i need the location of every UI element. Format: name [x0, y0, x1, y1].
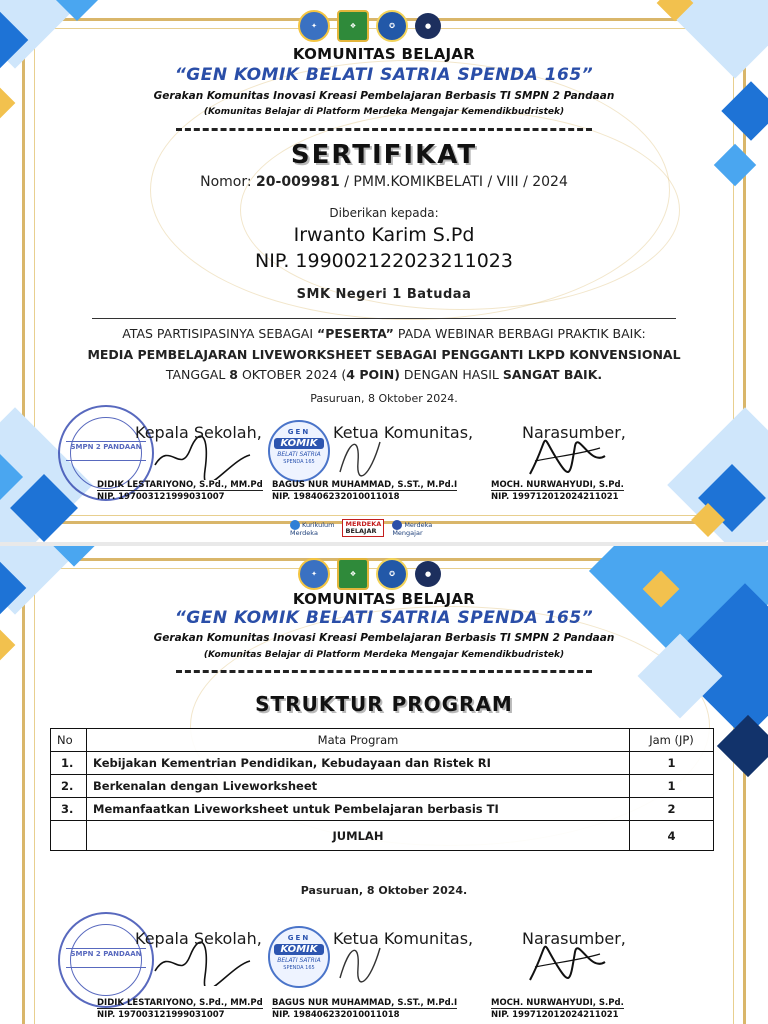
- date-month: OKTOBER 2024 (: [237, 367, 347, 382]
- signatory-name: DIDIK LESTARIYONO, S.Pd., MM.Pd: [97, 480, 263, 490]
- place-date: Pasuruan, 8 Oktober 2024.: [310, 392, 458, 405]
- tagline-sub: (Komunitas Belajar di Platform Merdeka Mengajar Kemendikbudristek): [203, 107, 565, 117]
- signatory-role: Narasumber,: [522, 423, 626, 442]
- stamp-text: SMPN 2 PANDAAN: [70, 443, 142, 451]
- komik-logo-top: GEN: [287, 428, 311, 436]
- signatory-name: MOCH. NURWAHYUDI, S.Pd.: [491, 480, 624, 490]
- komik-logo-bottom: SPENDA 165: [283, 965, 315, 971]
- program-table: [50, 728, 714, 851]
- footer-logos: [290, 519, 432, 537]
- signatory-kepala-sekolah: [97, 480, 263, 502]
- row-jam: 2: [630, 798, 714, 821]
- table-row: [51, 752, 714, 775]
- row-no: 2.: [51, 775, 87, 798]
- nomor-value: 20-009981: [256, 174, 340, 190]
- points-value: 4 POIN): [346, 367, 400, 382]
- komunitas-logo: ●: [415, 561, 441, 587]
- table-row: [51, 775, 714, 798]
- signatory-role: Kepala Sekolah,: [135, 929, 262, 948]
- signatory-name: MOCH. NURWAHYUDI, S.Pd.: [491, 998, 624, 1008]
- row-jam: 1: [630, 752, 714, 775]
- komik-logo-bottom: SPENDA 165: [283, 459, 315, 465]
- row-jam: 1: [630, 775, 714, 798]
- kurikulum-merdeka-logo: Kurikulum Merdeka: [290, 520, 335, 537]
- row-mata-program: Kebijakan Kementrian Pendidikan, Kebudayaan dan Ristek RI: [87, 752, 630, 775]
- smpn-2-pandaan-logo: ✪: [376, 10, 408, 42]
- given-to-label: Diberikan kepada:: [329, 206, 439, 220]
- nomor-label: Nomor:: [200, 174, 252, 190]
- result-label: DENGAN HASIL: [399, 367, 503, 382]
- signatory-narasumber: [491, 998, 624, 1020]
- signatory-nip: NIP. 199712012024211021: [491, 1008, 624, 1020]
- total-value: 4: [630, 821, 714, 851]
- signatory-role: Ketua Komunitas,: [333, 423, 474, 442]
- smpn-2-pandaan-logo: ✪: [376, 558, 408, 590]
- row-mata-program: Memanfaatkan Liveworksheet untuk Pembelajaran berbasis TI: [87, 798, 630, 821]
- total-empty-cell: [51, 821, 87, 851]
- signatory-nip: NIP. 197003121999031007: [97, 490, 263, 502]
- signatory-kepala-sekolah: [97, 998, 263, 1020]
- program-title: STRUKTUR PROGRAM: [255, 692, 513, 716]
- signatory-nip: NIP. 198406232010011018: [272, 490, 457, 502]
- certificate-title: SERTIFIKAT: [290, 140, 478, 170]
- komik-logo-sub: BELATI SATRIA: [277, 957, 321, 964]
- merdeka-belajar-logo: MERDEKA BELAJAR: [342, 519, 384, 537]
- community-name: “GEN KOMIK BELATI SATRIA SPENDA 165”: [174, 608, 594, 628]
- komik-community-logo: [268, 420, 330, 482]
- signatory-nip: NIP. 198406232010011018: [272, 1008, 457, 1020]
- table-header-row: [51, 729, 714, 752]
- merdeka-mengajar-logo: Merdeka Mengajar: [392, 520, 433, 537]
- dashed-divider: [176, 670, 592, 673]
- kabupaten-pasuruan-logo: ❖: [337, 10, 369, 42]
- community-name: “GEN KOMIK BELATI SATRIA SPENDA 165”: [174, 65, 594, 85]
- participation-line: [0, 326, 768, 341]
- signatory-role: Ketua Komunitas,: [333, 929, 474, 948]
- row-mata-program: Berkenalan dengan Liveworksheet: [87, 775, 630, 798]
- komik-logo-sub: BELATI SATRIA: [277, 451, 321, 458]
- community-label: KOMUNITAS BELAJAR: [292, 45, 476, 63]
- signatory-ketua-komunitas: [272, 998, 457, 1020]
- signatory-role: Narasumber,: [522, 929, 626, 948]
- participation-suffix: PADA WEBINAR BERBAGI PRAKTIK BAIK:: [393, 326, 646, 341]
- result-value: SANGAT BAIK.: [502, 367, 603, 382]
- place-date: Pasuruan, 8 Oktober 2024.: [300, 884, 468, 897]
- recipient-name: Irwanto Karim S.Pd: [293, 224, 475, 246]
- signatory-narasumber: [491, 480, 624, 502]
- column-header-no: No: [51, 729, 87, 752]
- tagline-sub: (Komunitas Belajar di Platform Merdeka Mengajar Kemendikbudristek): [203, 650, 565, 660]
- tut-wuri-handayani-logo: ✦: [298, 558, 330, 590]
- tut-wuri-handayani-logo: ✦: [298, 10, 330, 42]
- row-no: 1.: [51, 752, 87, 775]
- school-stamp: [58, 912, 154, 1008]
- date-text: TANGGAL: [165, 367, 230, 382]
- table-total-row: [51, 821, 714, 851]
- total-label: JUMLAH: [87, 821, 630, 851]
- body-divider: [92, 318, 676, 319]
- nomor-suffix: / PMM.KOMIKBELATI / VIII / 2024: [344, 174, 568, 190]
- signatory-ketua-komunitas: [272, 480, 457, 502]
- header-logos: [298, 10, 441, 42]
- community-label: KOMUNITAS BELAJAR: [292, 590, 476, 608]
- program-structure-page: [0, 546, 768, 1024]
- participation-prefix: ATAS PARTISIPASINYA SEBAGAI: [122, 326, 318, 341]
- tagline: Gerakan Komunitas Inovasi Kreasi Pembelajaran Berbasis TI SMPN 2 Pandaan: [153, 90, 615, 102]
- table-row: [51, 798, 714, 821]
- signatory-name: BAGUS NUR MUHAMMAD, S.ST., M.Pd.I: [272, 998, 458, 1008]
- signatory-role: Kepala Sekolah,: [135, 423, 262, 442]
- header-logos: [298, 558, 441, 590]
- column-header-jam: Jam (JP): [630, 729, 714, 752]
- dashed-divider: [176, 128, 592, 131]
- certificate-number: [0, 174, 768, 190]
- komik-logo-top: GEN: [287, 934, 311, 942]
- kabupaten-pasuruan-logo: ❖: [337, 558, 369, 590]
- webinar-title: MEDIA PEMBELAJARAN LIVEWORKSHEET SEBAGAI PENGGANTI LKPD KONVENSIONAL: [87, 347, 681, 362]
- komik-logo-middle: KOMIK: [274, 944, 324, 955]
- recipient-school: SMK Negeri 1 Batudaa: [296, 287, 472, 302]
- signatory-name: BAGUS NUR MUHAMMAD, S.ST., M.Pd.I: [272, 480, 458, 490]
- recipient-nip: NIP. 199002122023211023: [255, 250, 513, 272]
- column-header-mata-program: Mata Program: [87, 729, 630, 752]
- signatory-name: DIDIK LESTARIYONO, S.Pd., MM.Pd: [97, 998, 263, 1008]
- signatory-nip: NIP. 197003121999031007: [97, 1008, 263, 1020]
- participation-role: “PESERTA”: [317, 326, 394, 341]
- komunitas-logo: ●: [415, 13, 441, 39]
- tagline: Gerakan Komunitas Inovasi Kreasi Pembelajaran Berbasis TI SMPN 2 Pandaan: [153, 632, 615, 644]
- date-result-line: [0, 367, 768, 382]
- signatory-nip: NIP. 199712012024211021: [491, 490, 624, 502]
- stamp-text: SMPN 2 PANDAAN: [70, 950, 142, 958]
- komik-community-logo: [268, 926, 330, 988]
- row-no: 3.: [51, 798, 87, 821]
- date-day: 8: [229, 367, 238, 382]
- komik-logo-middle: KOMIK: [274, 438, 324, 449]
